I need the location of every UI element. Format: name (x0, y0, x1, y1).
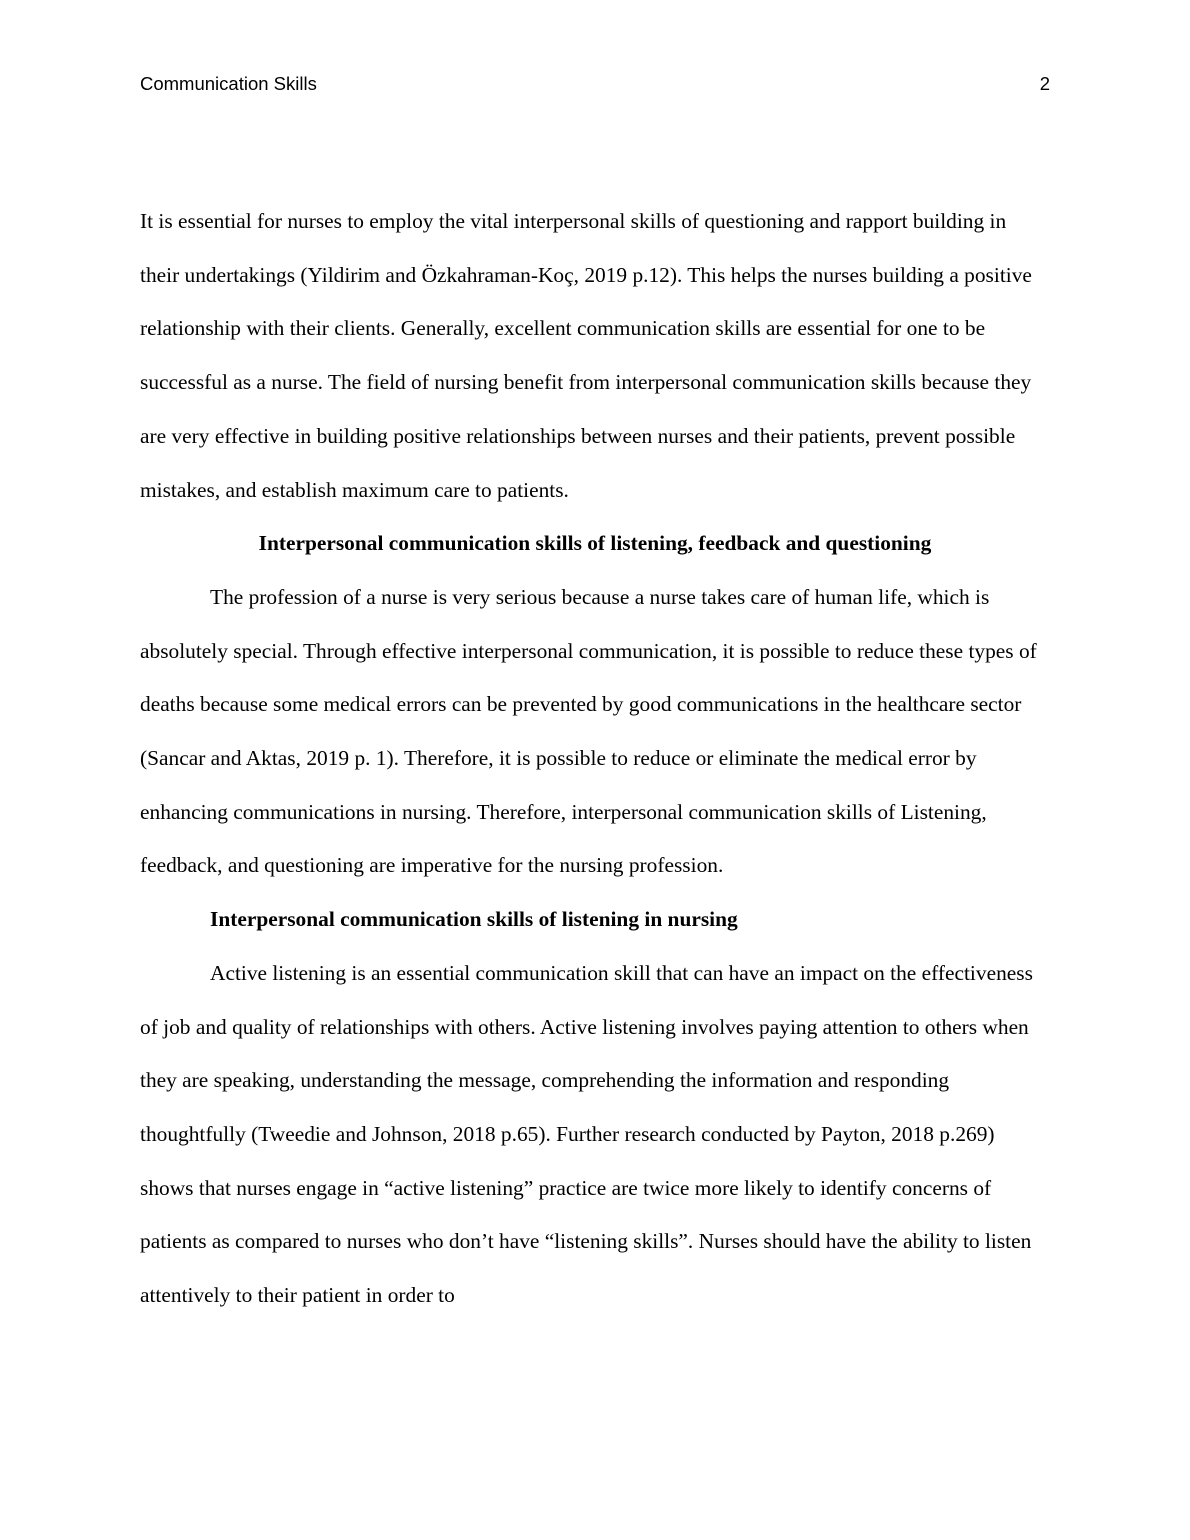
page-header (140, 72, 1050, 96)
running-head: Communication Skills (140, 73, 317, 94)
section-heading-listening-feedback-questioning: Interpersonal communication skills of listening, feedback and questioning (258, 531, 932, 556)
page-number: 2 (1039, 73, 1050, 94)
intro-paragraph: It is essential for nurses to employ the vital interpersonal skills of questioning and rapport building in their undertakings (Yildirim and Özkahraman-Koç, 2019 p.12). This helps the nurses building a positive relationship with their clients. Generally, excellent communication skills are essential for one to be successful as a nurse. The field of nursing benefit from interpersonal communication skills because they are very effective in building positive relationships between nurses and their patients, prevent possible mistakes, and establish maximum care to patients. (140, 209, 1032, 502)
document-body (140, 195, 1050, 1323)
section-paragraph-active-listening: Active listening is an essential communication skill that can have an impact on the effectiveness of job and quality of relationships with others. Active listening involves paying attention to others when they are speaking, understanding the message, comprehending the information and responding thoughtfully (Tweedie and Johnson, 2018 p.65). Further research conducted by Payton, 2018 p.269) shows that nurses engage in “active listening” practice are twice more likely to identify concerns of patients as compared to nurses who don’t have “listening skills”. Nurses should have the ability to listen attentively to their patient in order to (140, 960, 1033, 1308)
section-heading-listening-in-nursing: Interpersonal communication skills of listening in nursing (210, 907, 738, 932)
section-paragraph-profession: The profession of a nurse is very serious because a nurse takes care of human life, which is absolutely special. Through effective interpersonal communication, it is possible to reduce these types of deaths because some medical errors can be prevented by good communications in the healthcare sector (Sancar and Aktas, 2019 p. 1). Therefore, it is possible to reduce or eliminate the medical error by enhancing communications in nursing. Therefore, interpersonal communication skills of Listening, feedback, and questioning are imperative for the nursing profession. (140, 584, 1037, 878)
